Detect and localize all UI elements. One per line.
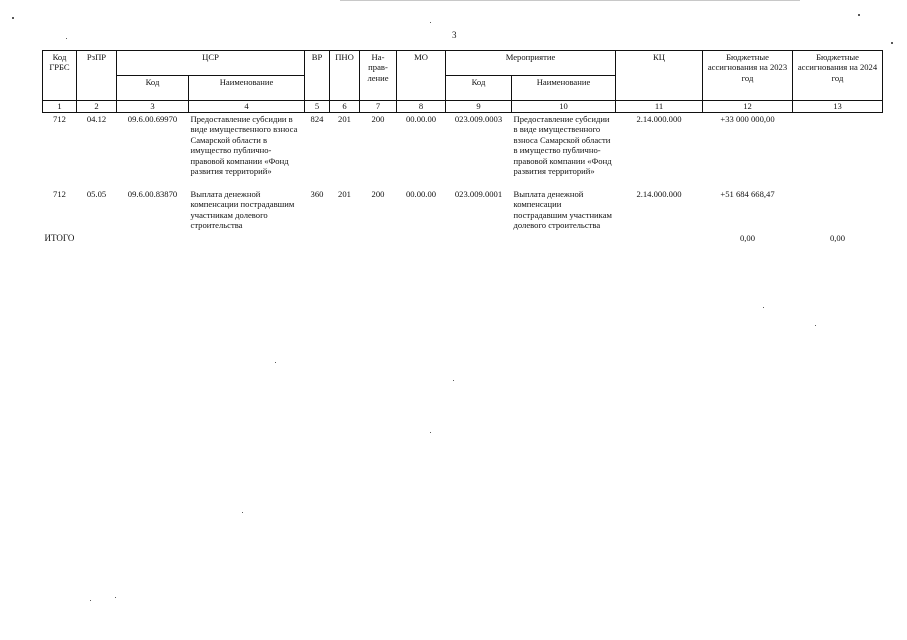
- total-label: ИТОГО: [44, 232, 75, 243]
- column-number: 9: [446, 101, 512, 113]
- column-number: 2: [77, 101, 117, 113]
- cell-csr-name: Выплата денежной компенсации пострадавшим участникам долевого строительства: [190, 188, 295, 231]
- header-budget-2024: Бюджетные ассигнования на 2024 год: [793, 51, 883, 101]
- table-header-row: [43, 51, 883, 76]
- header-mo: МО: [397, 51, 446, 101]
- header-pno: ПНО: [330, 51, 360, 101]
- cell-vr: 824: [310, 114, 324, 124]
- cell-pno: 201: [338, 188, 351, 199]
- cell-amount-2023: +33 000 000,00: [720, 114, 775, 124]
- header-rzpr: РзПР: [77, 51, 117, 101]
- scan-speck: [275, 362, 276, 363]
- cell-rzpr: 04.12: [86, 114, 107, 124]
- budget-table: [42, 50, 883, 244]
- column-number: 12: [703, 101, 793, 113]
- cell-kc: 2.14.000.000: [636, 188, 682, 199]
- scan-speck: [430, 22, 431, 23]
- header-budget-2023: Бюджетные ассигнования на 2023 год: [703, 51, 793, 101]
- cell-pno: 201: [338, 114, 351, 124]
- cell-mo: 00.00.00: [405, 188, 437, 199]
- header-mer-name: Наименование: [512, 76, 616, 101]
- column-number: 7: [360, 101, 397, 113]
- header-mer-kod: Код: [446, 76, 512, 101]
- header-csr-kod: Код: [117, 76, 189, 101]
- header-napravlenie: На-прав-ление: [360, 51, 397, 101]
- scan-speck: [90, 600, 91, 601]
- cell-grbs: 712: [53, 114, 66, 124]
- cell-csr-kod: 09.6.00.83870: [127, 188, 178, 199]
- scan-speck: [430, 432, 431, 433]
- header-csr-name: Наименование: [189, 76, 305, 101]
- header-kod-grbs: Код ГРБС: [43, 51, 77, 101]
- total-row: [43, 231, 883, 244]
- column-number: 10: [512, 101, 616, 113]
- table-row: [43, 113, 883, 177]
- scan-edge-line: [340, 0, 800, 1]
- cell-rzpr: 05.05: [86, 188, 107, 199]
- header-csr: ЦСР: [117, 51, 305, 76]
- cell-mer-name: Выплата денежной компенсации пострадавшим участникам долевого строительства: [513, 188, 612, 231]
- cell-napravlenie: 200: [371, 114, 385, 124]
- column-number: 13: [793, 101, 883, 113]
- column-number: 4: [189, 101, 305, 113]
- scan-speck: [763, 307, 764, 308]
- cell-kc: 2.14.000.000: [636, 114, 682, 124]
- scan-speck: [115, 597, 116, 598]
- scan-speck: [66, 38, 67, 39]
- column-number: 6: [330, 101, 360, 113]
- cell-amount-2024: [793, 177, 883, 231]
- cell-amount-2024: [793, 113, 883, 177]
- cell-napravlenie: 200: [371, 188, 385, 199]
- page-number: 3: [452, 30, 457, 40]
- header-vr: ВР: [305, 51, 330, 101]
- column-number-row: [43, 101, 883, 113]
- scan-speck: [12, 17, 14, 19]
- column-number: 1: [43, 101, 77, 113]
- column-number: 3: [117, 101, 189, 113]
- column-number: 5: [305, 101, 330, 113]
- cell-mer-kod: 023.009.0003: [454, 114, 503, 124]
- cell-vr: 360: [310, 188, 324, 199]
- cell-mer-kod: 023.009.0001: [454, 188, 503, 199]
- scan-speck: [242, 512, 243, 513]
- cell-csr-kod: 09.6.00.69970: [127, 114, 178, 124]
- cell-grbs: 712: [53, 188, 66, 199]
- cell-mo: 00.00.00: [405, 114, 437, 124]
- cell-mer-name: Предоставление субсидии в виде имущественного взноса Самарской области в имущество публично-правовой компании «Фонд развития территорий»: [513, 114, 612, 177]
- total-amount-2023: 0,00: [739, 232, 756, 243]
- scan-speck: [858, 14, 860, 16]
- column-number: 8: [397, 101, 446, 113]
- table-row: [43, 177, 883, 231]
- header-kc: КЦ: [616, 51, 703, 101]
- total-amount-2024: 0,00: [829, 232, 846, 243]
- scan-speck: [815, 325, 816, 326]
- column-number: 11: [616, 101, 703, 113]
- cell-csr-name: Предоставление субсидии в виде имущественного взноса Самарской области в имущество публично-правовой компании «Фонд развития территорий»: [190, 114, 298, 177]
- header-meropriyatie: Мероприятие: [446, 51, 616, 76]
- scan-speck: [453, 380, 454, 381]
- cell-amount-2023: +51 684 668,47: [720, 188, 775, 199]
- scan-speck: [891, 42, 893, 44]
